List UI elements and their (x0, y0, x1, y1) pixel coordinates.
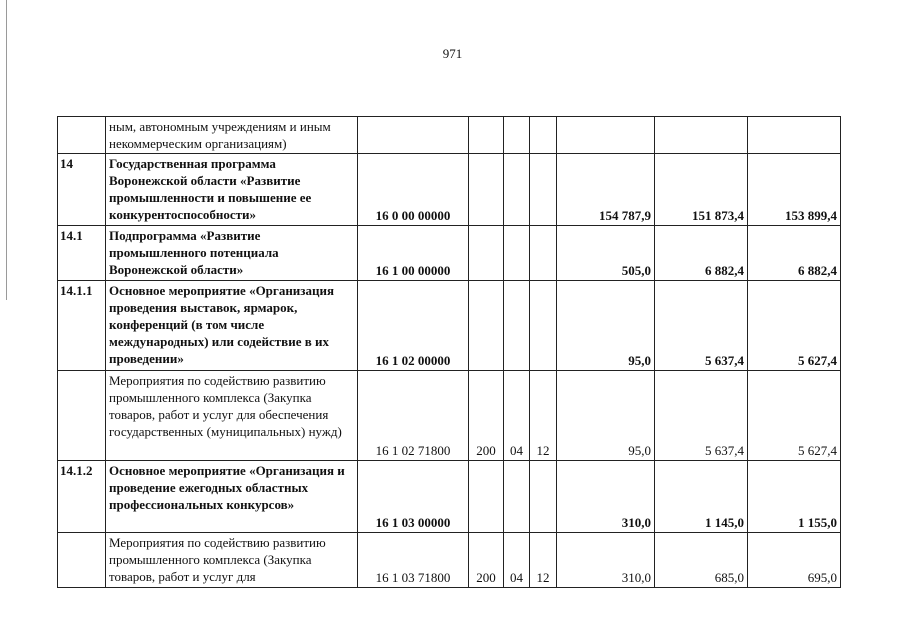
table-row (58, 533, 841, 588)
row-year2-amount: 5 637,4 (655, 371, 748, 461)
row-name: Подпрограмма «Развитие промышленного потенциала Воронежской области» (106, 226, 358, 281)
row-code: 14.1.1 (58, 281, 106, 371)
row-code (58, 533, 106, 588)
row-code (58, 371, 106, 461)
row-year2-amount: 151 873,4 (655, 154, 748, 226)
row-pr (530, 461, 557, 533)
page-number: 971 (442, 46, 463, 61)
row-name: Государственная программа Воронежской области «Развитие промышленности и повышение ее конкурентоспособности» (106, 154, 358, 226)
table-row (58, 226, 841, 281)
row-code: 14 (58, 154, 106, 226)
row-pr (530, 226, 557, 281)
row-rz (504, 117, 530, 154)
row-rz (504, 461, 530, 533)
row-vr (469, 461, 504, 533)
row-pr (530, 117, 557, 154)
table-row (58, 154, 841, 226)
row-code: 14.1 (58, 226, 106, 281)
row-pr (530, 154, 557, 226)
table-row (58, 117, 841, 154)
row-name: Основное мероприятие «Организация и проведение ежегодных областных профессиональных конкурсов» (106, 461, 358, 533)
row-year1-amount: 310,0 (557, 533, 655, 588)
row-code: 14.1.2 (58, 461, 106, 533)
row-year3-amount: 6 882,4 (748, 226, 841, 281)
row-code (58, 117, 106, 154)
row-kcsr (358, 117, 469, 154)
row-year3-amount (748, 117, 841, 154)
row-kcsr: 16 1 02 71800 (358, 371, 469, 461)
row-year1-amount (557, 117, 655, 154)
table-row (58, 371, 841, 461)
budget-table (57, 116, 841, 588)
row-rz (504, 281, 530, 371)
row-year2-amount: 6 882,4 (655, 226, 748, 281)
row-name: Основное мероприятие «Организация проведения выставок, ярмарок, конференций (в том числе международных) или содействие в их проведении» (106, 281, 358, 371)
row-kcsr: 16 1 03 71800 (358, 533, 469, 588)
scan-edge-line (6, 0, 7, 300)
row-year1-amount: 505,0 (557, 226, 655, 281)
row-year3-amount: 153 899,4 (748, 154, 841, 226)
row-rz: 04 (504, 533, 530, 588)
row-rz (504, 154, 530, 226)
row-vr (469, 281, 504, 371)
row-year1-amount: 95,0 (557, 371, 655, 461)
row-name: Мероприятия по содействию развитию промышленного комплекса (Закупка товаров, работ и услуг для (106, 533, 358, 588)
row-pr: 12 (530, 371, 557, 461)
row-year2-amount: 685,0 (655, 533, 748, 588)
row-year3-amount: 5 627,4 (748, 281, 841, 371)
row-kcsr: 16 1 03 00000 (358, 461, 469, 533)
table-row (58, 281, 841, 371)
row-vr (469, 226, 504, 281)
table-row (58, 461, 841, 533)
row-pr (530, 281, 557, 371)
row-kcsr: 16 1 00 00000 (358, 226, 469, 281)
row-kcsr: 16 0 00 00000 (358, 154, 469, 226)
row-rz (504, 226, 530, 281)
row-year1-amount: 154 787,9 (557, 154, 655, 226)
row-year3-amount: 5 627,4 (748, 371, 841, 461)
row-year2-amount: 5 637,4 (655, 281, 748, 371)
row-pr: 12 (530, 533, 557, 588)
row-year2-amount: 1 145,0 (655, 461, 748, 533)
row-name: ным, автономным учреждениям и иным некоммерческим организациям) (106, 117, 358, 154)
row-year1-amount: 310,0 (557, 461, 655, 533)
row-vr (469, 117, 504, 154)
row-vr (469, 154, 504, 226)
row-vr: 200 (469, 371, 504, 461)
row-kcsr: 16 1 02 00000 (358, 281, 469, 371)
row-year3-amount: 695,0 (748, 533, 841, 588)
row-year3-amount: 1 155,0 (748, 461, 841, 533)
row-vr: 200 (469, 533, 504, 588)
row-name: Мероприятия по содействию развитию промышленного комплекса (Закупка товаров, работ и услуг для обеспечения государственных (муниципальных) нужд) (106, 371, 358, 461)
row-year2-amount (655, 117, 748, 154)
row-rz: 04 (504, 371, 530, 461)
row-year1-amount: 95,0 (557, 281, 655, 371)
